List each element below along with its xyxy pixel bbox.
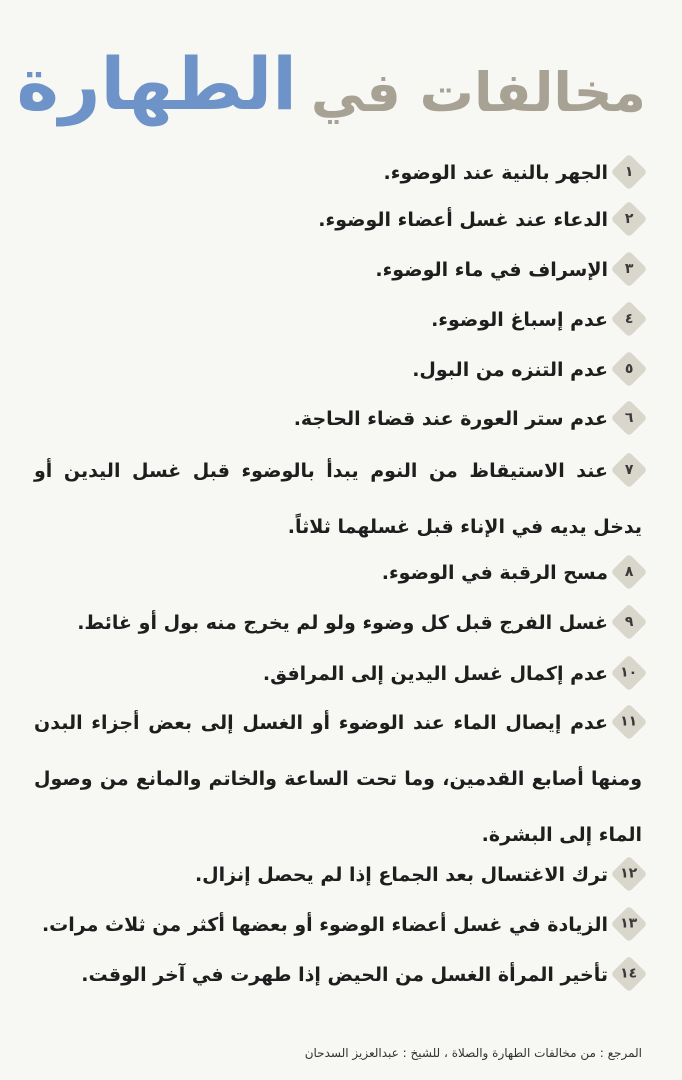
item-text: عدم التنزه من البول.	[412, 359, 608, 381]
item-text: غسل الفرج قبل كل وضوء ولو لم يخرج منه بول أو غائط.	[77, 612, 608, 634]
item-text: عدم إيصال الماء عند الوضوء أو الغسل إلى بعض أجزاء البدن ومنها أصابع القدمين، وما تحت الساعة والخاتم والمانع من وصول الماء إلى البشرة.	[34, 712, 642, 846]
list-item	[34, 305, 642, 335]
list-item	[34, 355, 642, 385]
item-text: عدم إكمال غسل اليدين إلى المرافق.	[262, 663, 608, 685]
number-badge: ١٤	[611, 955, 648, 992]
number-badge: ١٠	[611, 654, 648, 691]
number-badge: ١١	[611, 703, 648, 740]
number-badge: ١	[611, 153, 648, 190]
number-badge: ٧	[611, 451, 648, 488]
item-text: عدم إسباغ الوضوء.	[431, 309, 608, 331]
number-badge: ٩	[611, 603, 648, 640]
title-part-1: مخالفات في	[310, 61, 646, 124]
item-text: تأخير المرأة الغسل من الحيض إذا طهرت في آخر الوقت.	[81, 964, 608, 986]
list-item	[34, 695, 642, 863]
number-badge: ١٢	[611, 855, 648, 892]
list-item	[34, 558, 642, 588]
item-text: مسح الرقبة في الوضوء.	[381, 562, 608, 584]
list-item	[34, 659, 642, 689]
item-text: عدم ستر العورة عند قضاء الحاجة.	[293, 408, 608, 430]
number-badge: ٤	[611, 300, 648, 337]
list-item	[34, 960, 642, 990]
item-text: الإسراف في ماء الوضوء.	[375, 259, 608, 281]
list-item	[34, 860, 642, 890]
list-item	[34, 158, 642, 188]
item-text: عند الاستيقاظ من النوم يبدأ بالوضوء قبل غسل اليدين أو يدخل يديه في الإناء قبل غسلهما ثلاثاً.	[34, 460, 642, 538]
number-badge: ٢	[611, 200, 648, 237]
number-badge: ١٣	[611, 905, 648, 942]
number-badge: ٨	[611, 553, 648, 590]
reference-footer: المرجع : من مخالفات الطهارة والصلاة ، للشيخ : عبدالعزيز السدحان	[304, 1046, 642, 1060]
list-item	[34, 205, 642, 235]
title-part-2: الطهارة	[16, 42, 297, 126]
list-item	[34, 443, 642, 555]
number-badge: ٣	[611, 250, 648, 287]
number-badge: ٦	[611, 399, 648, 436]
item-text: ترك الاغتسال بعد الجماع إذا لم يحصل إنزال.	[194, 864, 608, 886]
list-item	[34, 608, 642, 638]
list-item	[34, 910, 642, 940]
item-text: الجهر بالنية عند الوضوء.	[383, 162, 608, 184]
list-item	[34, 255, 642, 285]
item-text: الزيادة في غسل أعضاء الوضوء أو بعضها أكثر من ثلاث مرات.	[41, 914, 608, 936]
list-item	[34, 404, 642, 434]
item-text: الدعاء عند غسل أعضاء الوضوء.	[318, 209, 608, 231]
number-badge: ٥	[611, 350, 648, 387]
